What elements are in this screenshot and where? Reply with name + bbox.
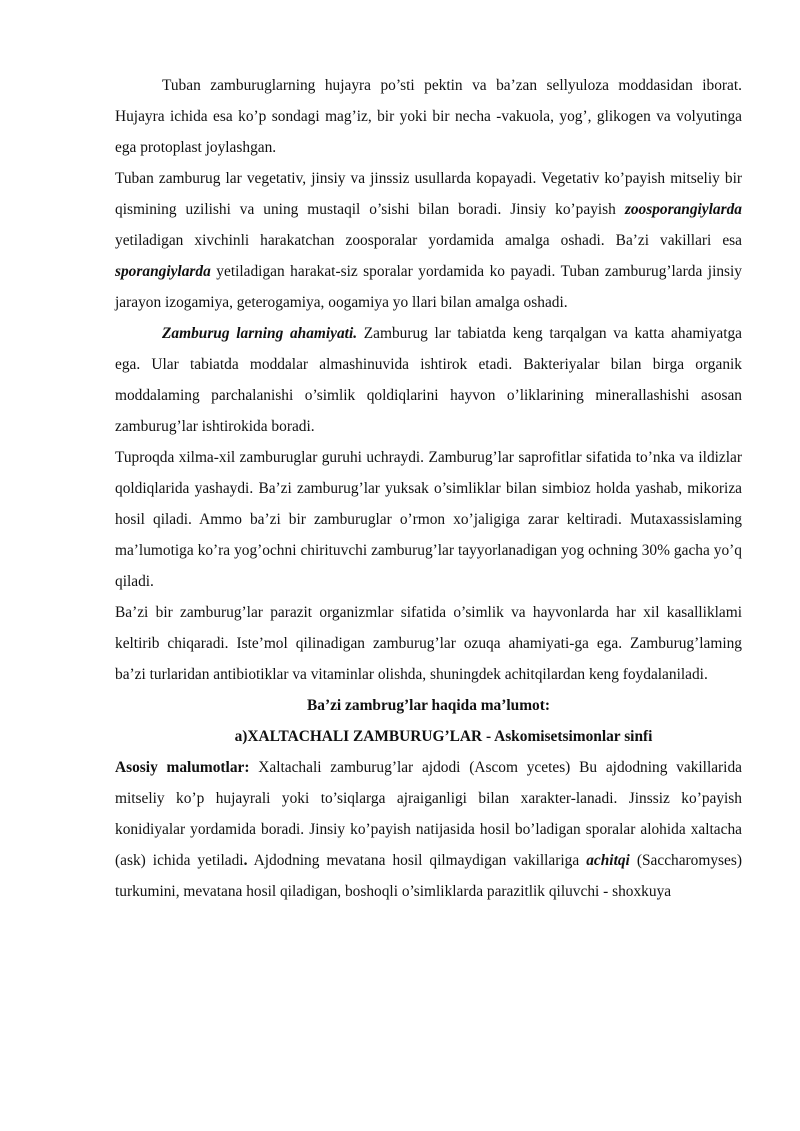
term-sporangiylarda: sporangiylarda bbox=[115, 263, 211, 280]
paragraph-text: Ajdodning mevatana hosil qilmaydigan vakillariga bbox=[247, 852, 587, 869]
paragraph-text: Xaltachali zamburug’lar ajdodi (Ascom ycetes) Bu ajdodning vakillarida mitseliy ko’p hujayrali yoki to’siqlarga ajraiganligi bilan xarakter-lanadi. Jinssiz ko’payish konidiyalar yordamida boradi. Jinsiy ko’payish natijasida hosil bo’ladigan sporalar alohida xaltacha (ask) ichida yetiladi bbox=[115, 759, 742, 869]
paragraph-parasites: Ba’zi bir zamburug’lar parazit organizmlar sifatida o’simlik va hayvonlarda har xil kasalliklami keltirib chiqaradi. Iste’mol qilinadigan zamburug’lar ozuqa ahamiyati-ga ega. Zamburug’laming ba’zi turlaridan antibiotiklar va vitaminlar olishda, shuningdek achitqilardan keng foydalaniladi. bbox=[115, 604, 742, 683]
paragraph-soil-fungi: Tuproqda xilma-xil zamburuglar guruhi uchraydi. Zamburug’lar saprofitlar sifatida to’nka va ildizlar qoldiqlarida yashaydi. Ba’zi zamburug’lar yuksak o’simliklar bilan simbioz holda yashab, mikoriza hosil qiladi. Ammo ba’zi bir zamburuglar o’rmon xo’jaligiga zarar keltiradi. Mutaxassislaming ma’lumotiga ko’ra yog’ochni chirituvchi zamburug’lar tayyorlanadigan yog ochning 30% gacha yo’q qiladi. bbox=[115, 449, 742, 590]
paragraph-text: . bbox=[243, 852, 248, 869]
section-title-importance: Zamburug larning ahamiyati. bbox=[162, 325, 358, 342]
subsection-heading: a)XALTACHALI ZAMBURUG’LAR - Askomisetsimonlar sinfi bbox=[234, 728, 653, 745]
section-heading: Ba’zi zambrug’lar haqida ma’lumot: bbox=[307, 697, 550, 714]
paragraph-cell-wall: Tuban zamburuglarning hujayra po’sti pektin va ba’zan sellyuloza moddasidan iborat. Hujayra ichida esa ko’p sondagi mag’iz, bir yoki bir necha -vakuola, yog’, glikogen va volyutinga ega protoplast joylashgan. bbox=[115, 77, 742, 156]
paragraph-text: (Saccharomyses) turkumini, mevatana hosil qiladigan, boshoqli o’simliklarda parazitlik qiluvchi - shoxkuya bbox=[115, 852, 742, 900]
paragraph-text: Zamburug lar tabiatda keng tarqalgan va katta ahamiyatga ega. Ular tabiatda moddalar almashinuvida ishtirok etadi. Bakteriyalar bilan birga organik moddalaming parchalanishi o’simlik qoldiqlarini hayvon o’liklarining minerallashishi asosan zamburug’lar ishtirokida boradi. bbox=[115, 325, 742, 435]
paragraph-text: yetiladigan harakat-siz sporalar yordamida ko payadi. Tuban zamburug’larda jinsiy jarayon izogamiya, geterogamiya, oogamiya yo llari bilan amalga oshadi. bbox=[115, 263, 742, 311]
term-zoosporangiylarda: zoosporangiylarda bbox=[624, 201, 742, 218]
term-achitqi: achitqi bbox=[586, 852, 630, 869]
paragraph-ascomycetes bbox=[115, 752, 742, 907]
paragraph-text: Tuban zamburug lar vegetativ, jinsiy va jinssiz usullarda kopayadi. Vegetativ ko’payish mitseliy bir qismining uzilishi va uning mustaqil o’sishi bilan boradi. Jinsiy ko’payish bbox=[115, 170, 742, 218]
paragraph-importance bbox=[115, 318, 742, 442]
document-page bbox=[115, 70, 742, 907]
paragraph-text: yetiladigan xivchinli harakatchan zoosporalar yordamida amalga oshadi. Ba’zi vakillari esa bbox=[115, 232, 742, 249]
paragraph-reproduction bbox=[115, 163, 742, 318]
label-basic-info: Asosiy malumotlar: bbox=[115, 759, 250, 776]
